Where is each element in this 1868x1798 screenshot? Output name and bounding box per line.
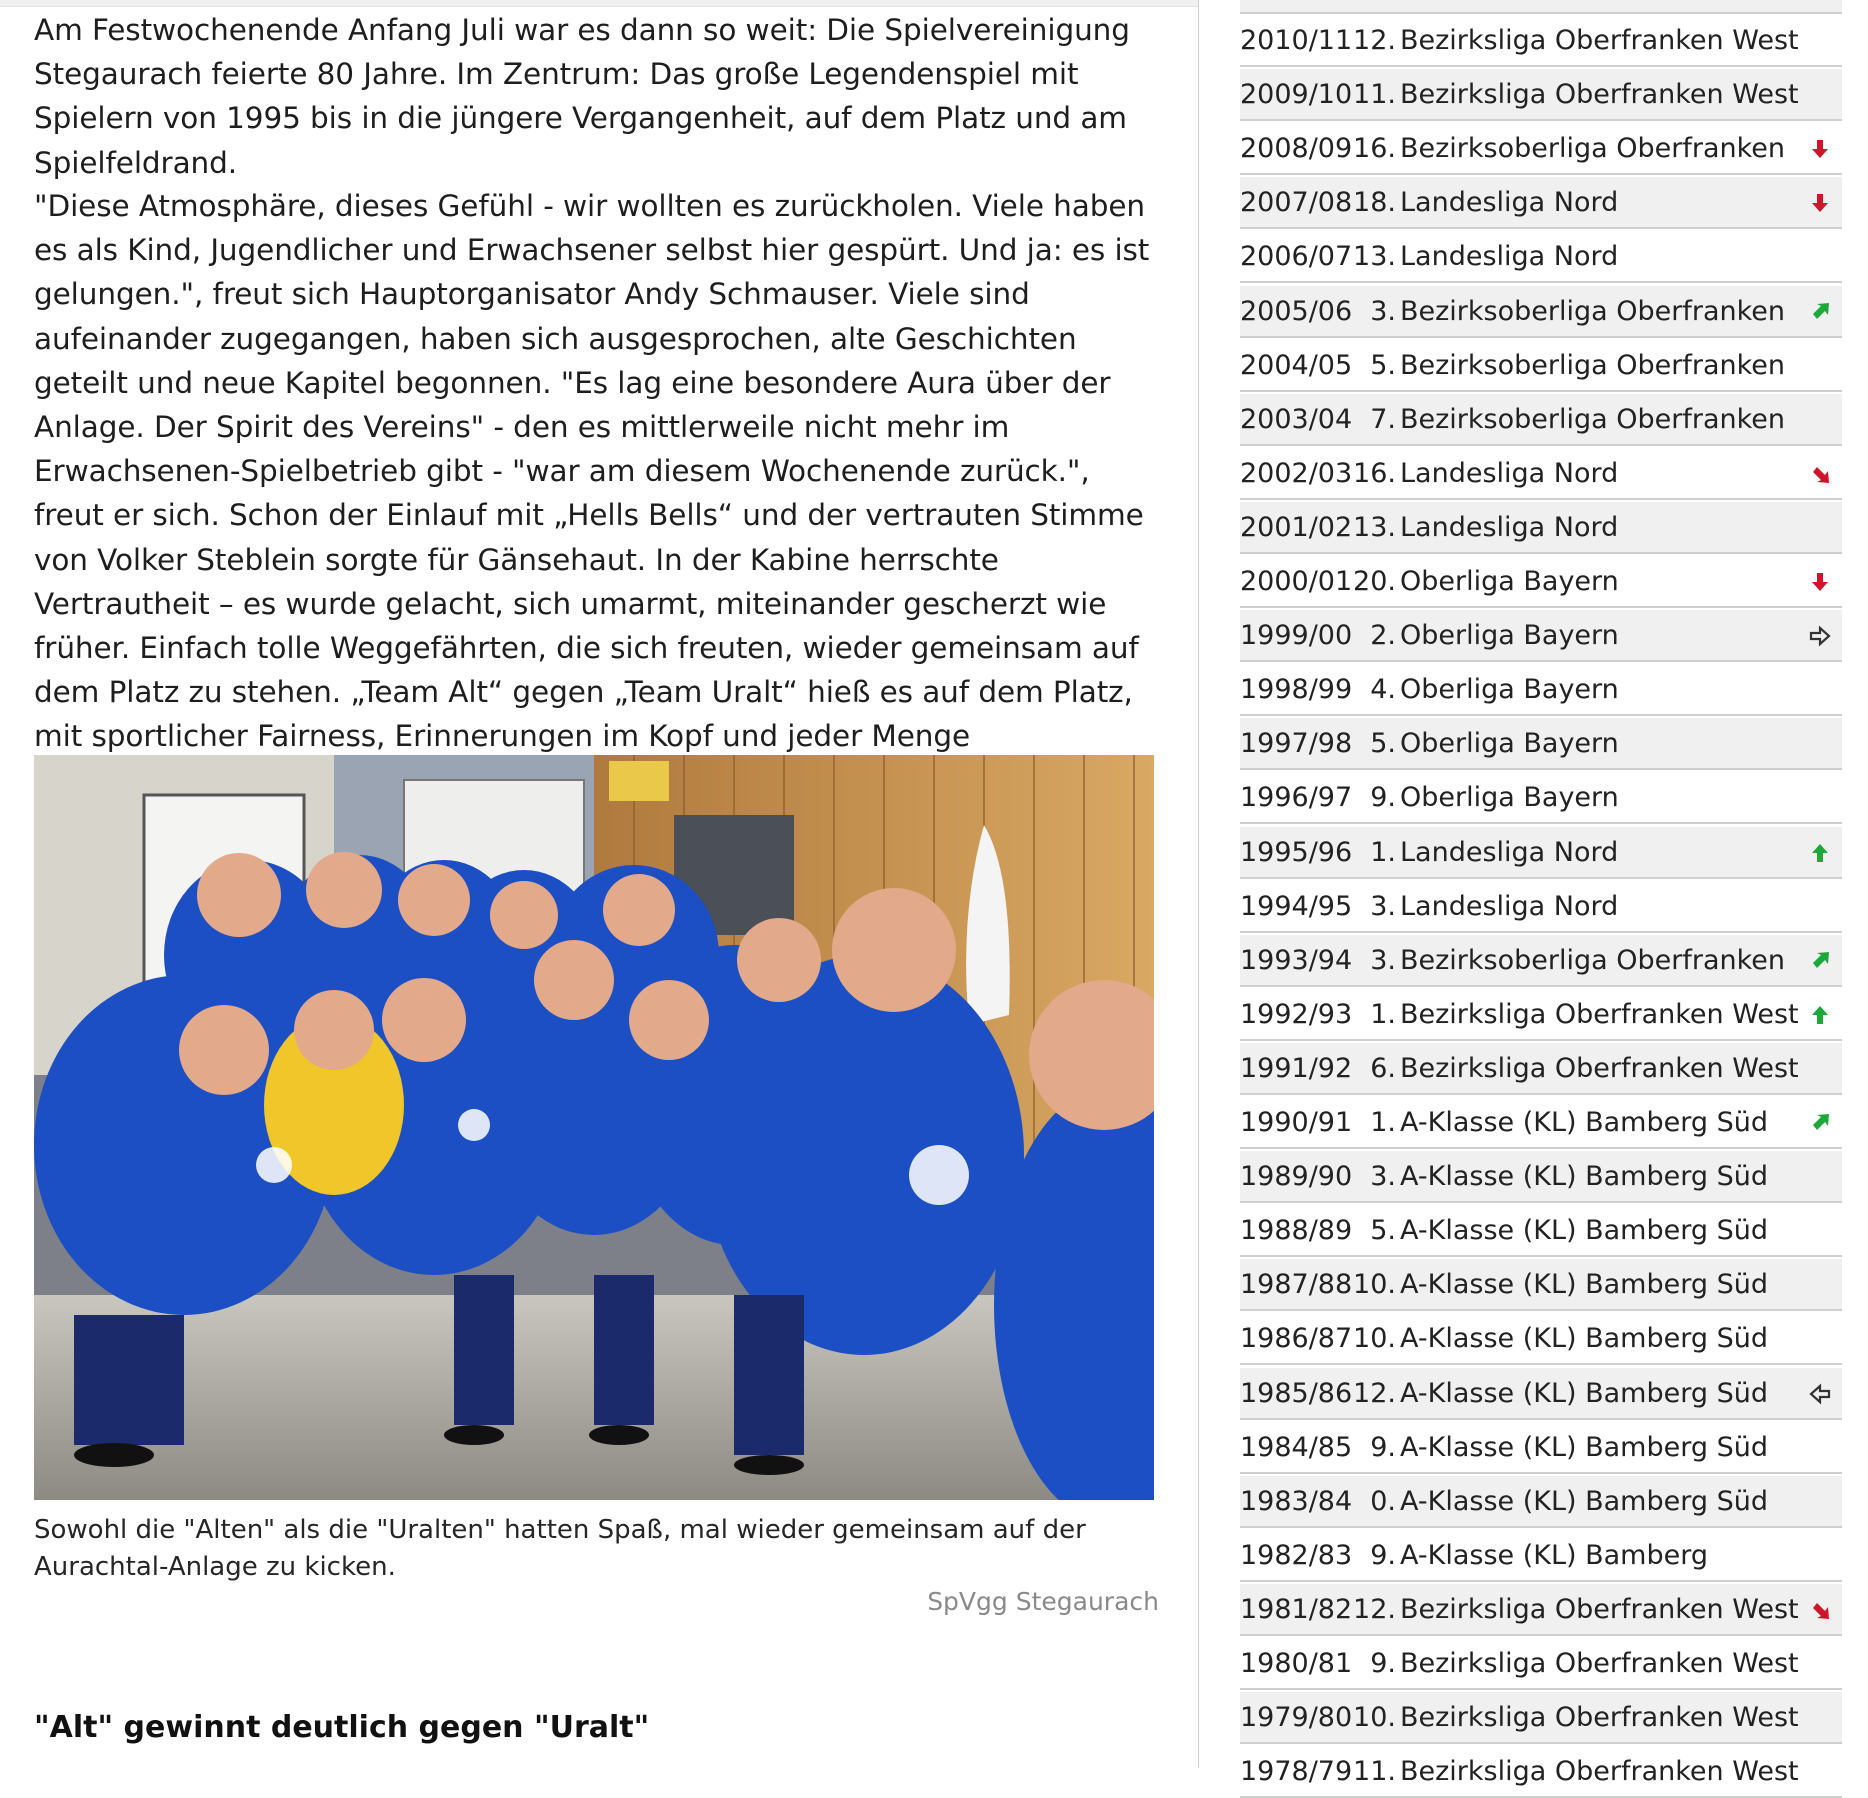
league-cell: A-Klasse (KL) Bamberg Süd [1400, 1215, 1768, 1247]
table-row[interactable] [1240, 1530, 1842, 1582]
rank-cell: 5. [1370, 1215, 1396, 1247]
table-row[interactable] [1240, 177, 1842, 229]
section-heading: "Alt" gewinnt deutlich gegen "Uralt" [34, 1710, 650, 1745]
rank-cell: 1. [1370, 1107, 1396, 1138]
rank-cell: 1. [1370, 998, 1396, 1030]
table-row[interactable] [1240, 556, 1842, 608]
season-cell: 1988/89 [1240, 1215, 1353, 1247]
league-cell: Landesliga Nord [1400, 187, 1619, 219]
promotion-diagonal-arrow-icon [1808, 1111, 1832, 1135]
league-cell: Bezirksliga Oberfranken West [1400, 1052, 1799, 1084]
rank-cell: 9. [1370, 782, 1396, 814]
rank-cell: 16. [1353, 133, 1396, 165]
rank-cell: 5. [1370, 728, 1396, 760]
table-row[interactable] [1240, 394, 1842, 446]
article-paragraph: Am Festwochenende Anfang Juli war es dann so weit: Die Spielvereinigung Stegaurach feierte 80 Jahre. Im Zentrum: Das große Legendenspiel mit Spielern von 1995 bis in die jüngere Vergangenheit, auf dem Platz und am Spielfeldrand. [34, 13, 1130, 180]
table-row[interactable] [1240, 502, 1842, 554]
league-cell: Bezirksliga Oberfranken West [1400, 79, 1799, 111]
table-row[interactable] [1240, 989, 1842, 1041]
league-cell: A-Klasse (KL) Bamberg Süd [1400, 1377, 1768, 1409]
table-row[interactable] [1240, 1584, 1842, 1636]
table-row[interactable] [1240, 772, 1842, 824]
top-border [0, 0, 1199, 7]
rank-cell: 3. [1370, 1161, 1396, 1193]
season-cell: 1980/81 [1240, 1648, 1353, 1679]
season-cell: 2007/08 [1240, 187, 1353, 219]
league-cell: Bezirksliga Oberfranken West [1400, 1648, 1799, 1679]
season-cell: 2002/03 [1240, 457, 1353, 489]
season-cell: 1997/98 [1240, 728, 1353, 760]
league-cell: A-Klasse (KL) Bamberg Süd [1400, 1107, 1768, 1138]
season-cell: 2008/09 [1240, 133, 1353, 165]
season-cell: 1986/87 [1240, 1323, 1353, 1355]
table-row[interactable] [1240, 827, 1842, 879]
rank-cell: 11. [1353, 1756, 1396, 1788]
league-cell: Oberliga Bayern [1400, 566, 1619, 597]
league-cell: A-Klasse (KL) Bamberg Süd [1400, 1161, 1768, 1193]
season-cell: 1979/80 [1240, 1702, 1353, 1734]
table-top-border [1240, 0, 1842, 14]
rank-cell: 10. [1353, 1702, 1396, 1734]
rank-cell: 10. [1353, 1323, 1396, 1355]
league-cell: Oberliga Bayern [1400, 674, 1619, 706]
relegation-diagonal-arrow-icon [1808, 462, 1832, 486]
rank-cell: 11. [1353, 79, 1396, 111]
rank-cell: 6. [1370, 1052, 1396, 1084]
table-row[interactable] [1240, 123, 1842, 175]
league-cell: Landesliga Nord [1400, 511, 1619, 543]
league-cell: Bezirksoberliga Oberfranken [1400, 133, 1786, 165]
table-row[interactable] [1240, 1097, 1842, 1149]
table-row[interactable] [1240, 664, 1842, 716]
rank-cell: 0. [1370, 1485, 1396, 1517]
relegation-arrow-icon [1808, 137, 1832, 161]
table-row[interactable] [1240, 881, 1842, 933]
article-paragraph: "Diese Atmosphäre, dieses Gefühl - wir wollten es zurückholen. Viele haben es als Kind, Jugendlicher und Erwachsener selbst hier gespürt. Und ja: es ist gelungen.", freut sich Hauptorganisator Andy Schmauser. Viele sind aufeinander zugegangen, haben sich ausgesprochen, alte Geschichten geteilt und neue Kapitel begonnen. "Es lag eine besondere Aura über der Anlage. Der Spirit des Vereins" - den es mittlerweile nicht mehr im Erwachsenen-Spielbetrieb gibt - "war am diesem Wochenende zurück.", freut er sich. Schon der Einlauf mit „Hells Bells“ und der vertrauten Stimme von Volker Steblein sorgte für Gänsehaut. In der Kabine herrschte Vertrautheit – es wurde gelacht, sich umarmt, miteinander gescherzt wie früher. Einfach tolle Weggefährten, die sich freuten, wieder gemeinsam auf dem Platz zu stehen. „Team Alt“ gegen „Team Uralt“ hieß es auf dem Platz, mit sportlicher Fairness, Erinnerungen im Kopf und jeder Menge [34, 189, 1150, 754]
season-cell: 2010/11 [1240, 25, 1353, 56]
rank-cell: 9. [1370, 1539, 1396, 1571]
league-cell: Bezirksoberliga Oberfranken [1400, 944, 1786, 976]
relegation-arrow-icon [1808, 570, 1832, 594]
table-row[interactable] [1240, 69, 1842, 121]
season-cell: 2003/04 [1240, 403, 1353, 435]
rank-cell: 18. [1353, 187, 1396, 219]
photo-credit: SpVgg Stegaurach [927, 1587, 1159, 1616]
table-row[interactable] [1240, 1259, 1842, 1311]
season-cell: 1999/00 [1240, 620, 1353, 652]
season-cell: 2005/06 [1240, 295, 1353, 327]
rank-cell: 12. [1353, 25, 1396, 56]
season-cell: 2009/10 [1240, 79, 1353, 111]
season-cell: 1978/79 [1240, 1756, 1353, 1788]
season-cell: 2006/07 [1240, 241, 1353, 273]
season-cell: 2004/05 [1240, 349, 1353, 381]
league-cell: Bezirksoberliga Oberfranken [1400, 349, 1786, 381]
rank-cell: 16. [1353, 457, 1396, 489]
table-row[interactable] [1240, 1313, 1842, 1365]
season-cell: 1982/83 [1240, 1539, 1353, 1571]
league-cell: Bezirksliga Oberfranken West [1400, 1593, 1799, 1625]
table-row[interactable] [1240, 15, 1842, 67]
table-row[interactable] [1240, 286, 1842, 338]
table-row[interactable] [1240, 935, 1842, 987]
rank-cell: 20. [1353, 566, 1396, 597]
rank-cell: 4. [1370, 674, 1396, 706]
season-cell: 1990/91 [1240, 1107, 1353, 1138]
table-row[interactable] [1240, 1043, 1842, 1095]
outline-left-arrow-icon [1808, 1382, 1832, 1406]
rank-cell: 9. [1370, 1431, 1396, 1463]
league-cell: Bezirksliga Oberfranken West [1400, 998, 1799, 1030]
rank-cell: 13. [1353, 511, 1396, 543]
season-cell: 1998/99 [1240, 674, 1353, 706]
season-cell: 1984/85 [1240, 1431, 1353, 1463]
season-cell: 1994/95 [1240, 890, 1353, 922]
season-cell: 1983/84 [1240, 1485, 1353, 1517]
table-row[interactable] [1240, 718, 1842, 770]
league-cell: Bezirksliga Oberfranken West [1400, 1756, 1799, 1788]
league-cell: A-Klasse (KL) Bamberg Süd [1400, 1323, 1768, 1355]
table-row[interactable] [1240, 340, 1842, 392]
league-cell: Oberliga Bayern [1400, 728, 1619, 760]
rank-cell: 3. [1370, 944, 1396, 976]
league-cell: Oberliga Bayern [1400, 620, 1619, 652]
season-cell: 1985/86 [1240, 1377, 1353, 1409]
table-row[interactable] [1240, 448, 1842, 500]
rank-cell: 5. [1370, 349, 1396, 381]
promotion-arrow-icon [1808, 1003, 1832, 1027]
league-cell: A-Klasse (KL) Bamberg Süd [1400, 1269, 1768, 1301]
photo-caption: Sowohl die "Alten" als die "Uralten" hatten Spaß, mal wieder gemeinsam auf der Aurachtal-Anlage zu kicken. [34, 1515, 1086, 1582]
table-row[interactable] [1240, 1422, 1842, 1474]
season-cell: 1992/93 [1240, 998, 1353, 1030]
table-row[interactable] [1240, 1151, 1842, 1203]
rank-cell: 12. [1353, 1377, 1396, 1409]
season-cell: 1995/96 [1240, 836, 1353, 868]
league-cell: Landesliga Nord [1400, 890, 1619, 922]
promotion-diagonal-arrow-icon [1808, 949, 1832, 973]
league-cell: A-Klasse (KL) Bamberg Süd [1400, 1485, 1768, 1517]
season-cell: 1981/82 [1240, 1593, 1353, 1625]
season-cell: 1987/88 [1240, 1269, 1353, 1301]
outline-right-arrow-icon [1808, 624, 1832, 648]
table-row[interactable] [1240, 610, 1842, 662]
table-row[interactable] [1240, 1746, 1842, 1798]
season-cell: 2000/01 [1240, 566, 1353, 597]
table-row[interactable] [1240, 1368, 1842, 1420]
promotion-arrow-icon [1808, 841, 1832, 865]
rank-cell: 3. [1370, 295, 1396, 327]
league-cell: Landesliga Nord [1400, 457, 1619, 489]
league-cell: Bezirksoberliga Oberfranken [1400, 295, 1786, 327]
league-cell: Landesliga Nord [1400, 241, 1619, 273]
league-cell: Landesliga Nord [1400, 836, 1619, 868]
relegation-diagonal-arrow-icon [1808, 1598, 1832, 1622]
rank-cell: 10. [1353, 1269, 1396, 1301]
rank-cell: 7. [1370, 403, 1396, 435]
league-cell: Bezirksliga Oberfranken West [1400, 25, 1799, 56]
league-cell: A-Klasse (KL) Bamberg [1400, 1539, 1708, 1571]
team-photo-illustration [34, 755, 1154, 1500]
rank-cell: 3. [1370, 890, 1396, 922]
league-cell: A-Klasse (KL) Bamberg Süd [1400, 1431, 1768, 1463]
rank-cell: 9. [1370, 1648, 1396, 1679]
season-cell: 1989/90 [1240, 1161, 1353, 1193]
team-photo[interactable] [34, 755, 1154, 1500]
league-cell: Bezirksoberliga Oberfranken [1400, 403, 1786, 435]
rank-cell: 13. [1353, 241, 1396, 273]
table-row[interactable] [1240, 1476, 1842, 1528]
table-row[interactable] [1240, 1638, 1842, 1690]
rank-cell: 2. [1370, 620, 1396, 652]
league-cell: Bezirksliga Oberfranken West [1400, 1702, 1799, 1734]
season-cell: 1993/94 [1240, 944, 1353, 976]
season-cell: 2001/02 [1240, 511, 1353, 543]
season-cell: 1996/97 [1240, 782, 1353, 814]
rank-cell: 1. [1370, 836, 1396, 868]
table-row[interactable] [1240, 1692, 1842, 1744]
promotion-diagonal-arrow-icon [1808, 300, 1832, 324]
relegation-arrow-icon [1808, 191, 1832, 215]
league-cell: Oberliga Bayern [1400, 782, 1619, 814]
table-row[interactable] [1240, 231, 1842, 283]
table-row[interactable] [1240, 1205, 1842, 1257]
season-cell: 1991/92 [1240, 1052, 1353, 1084]
rank-cell: 12. [1353, 1593, 1396, 1625]
column-divider [1198, 0, 1199, 1768]
